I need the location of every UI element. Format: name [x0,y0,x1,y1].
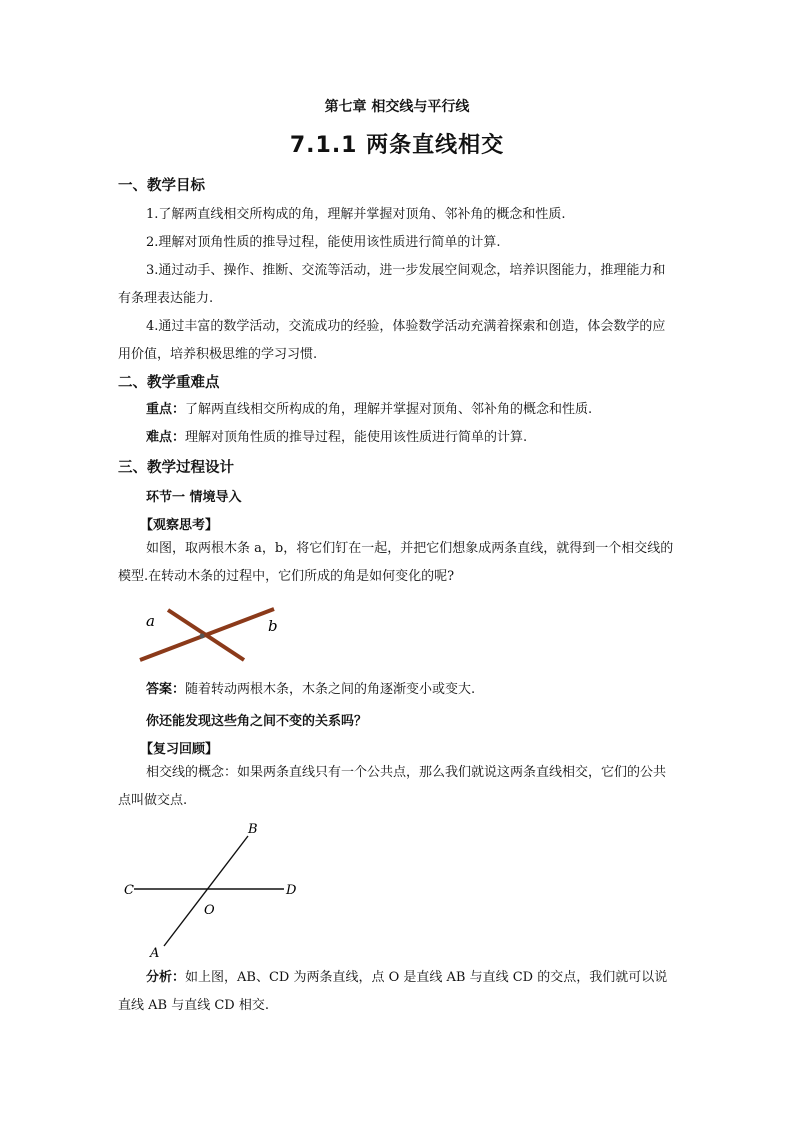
answer-text: 随着转动两根木条，木条之间的角逐渐变小或变大. [185,682,476,697]
goal-item-3: 3.通过动手、操作、推断、交流等活动，进一步发展空间观念，培养识图能力，推理能力和有条理表达能力. [118,263,666,306]
difficulty-paragraph [118,424,678,452]
answer-paragraph [118,676,678,704]
key-point-paragraph [118,396,678,424]
goal-item-1: 1.了解两直线相交所构成的角，理解并掌握对顶角、邻补角的概念和性质. [146,207,566,222]
stick-b [140,609,274,660]
figure1-label-b: b [268,617,278,635]
difficulty-text: 理解对顶角性质的推导过程，能使用该性质进行简单的计算. [185,430,528,445]
step-one-title: 环节一 情境导入 [146,490,242,505]
point-label-D: D [286,883,297,898]
key-point-label: 重点： [146,402,186,417]
section-heading-key-points: 二、教学重难点 [118,375,220,391]
key-point-text: 了解两直线相交所构成的角，理解并掌握对顶角、邻补角的概念和性质. [185,402,593,417]
goal-item-4: 4.通过丰富的数学活动，交流成功的经验，体验数学活动充满着探索和创造，体会数学的应用价值，培养积极思维的学习习惯. [118,319,666,362]
point-label-O: O [204,903,215,918]
answer-label: 答案： [146,682,186,697]
observe-paragraph: 如图，取两根木条 a，b，将它们钉在一起，并把它们想象成两条直线，就得到一个相交线的模型.在转动木条的过程中，它们所成的角是如何变化的呢? [118,541,674,584]
observe-heading: 【观察思考】 [140,518,219,533]
invariant-question: 你还能发现这些角之间不变的关系吗？ [146,714,368,729]
analysis-label: 分析： [146,970,186,985]
point-label-A: A [150,946,160,961]
review-heading: 【复习回顾】 [140,742,219,757]
figure1-label-a: a [146,612,155,630]
lesson-title: 7.1.1 两条直线相交 [289,133,505,158]
difficulty-label: 难点： [146,430,186,445]
point-label-C: C [124,883,134,898]
chapter-heading: 第七章 相交线与平行线 [324,99,470,115]
crossed-sticks-figure [130,600,290,670]
section-heading-goals: 一、教学目标 [118,178,205,194]
goal-item-2: 2.理解对顶角性质的推导过程，能使用该性质进行简单的计算. [146,235,501,250]
analysis-text: 如上图，AB、CD 为两条直线，点 O 是直线 AB 与直线 CD 的交点，我们就可以说直线 AB 与直线 CD 相交. [118,970,668,1013]
line-ab [164,836,248,946]
point-label-B: B [248,822,258,837]
section-heading-process: 三、教学过程设计 [118,460,234,476]
intersecting-lines-figure [120,818,310,962]
analysis-paragraph [118,964,678,1020]
review-paragraph: 相交线的概念：如果两条直线只有一个公共点，那么我们就说这两条直线相交，它们的公共点叫做交点. [118,765,667,808]
nail-point [200,634,205,639]
